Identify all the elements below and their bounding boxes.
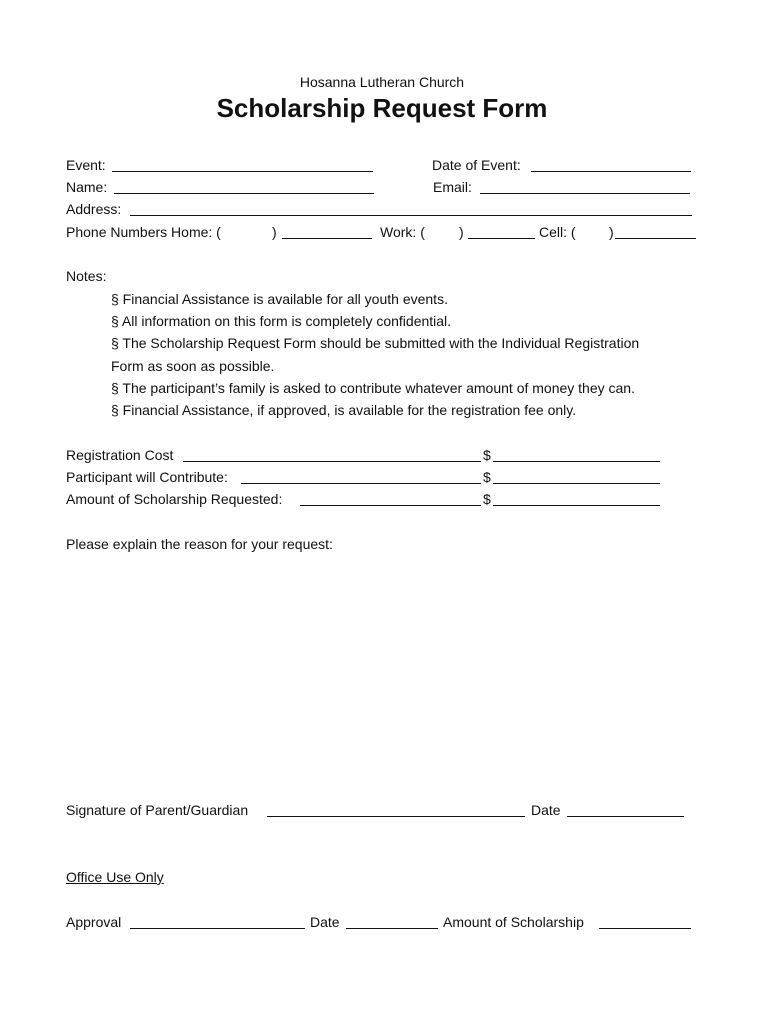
- signature-date-field[interactable]: [567, 816, 684, 817]
- form-title: Scholarship Request Form: [216, 93, 548, 123]
- reason-textarea[interactable]: [66, 560, 696, 790]
- scholarship-requested-leader: [300, 505, 481, 506]
- amount-of-scholarship-label: Amount of Scholarship: [443, 914, 584, 930]
- note-item: § The Scholarship Request Form should be submitted with the Individual Registration: [111, 335, 640, 351]
- name-field[interactable]: [114, 193, 374, 194]
- cell-phone-field[interactable]: [615, 238, 696, 239]
- signature-label: Signature of Parent/Guardian: [66, 802, 249, 818]
- address-field[interactable]: [130, 215, 692, 216]
- notes-heading: Notes:: [66, 268, 107, 284]
- email-label: Email:: [433, 179, 472, 195]
- office-date-label: Date: [310, 914, 340, 930]
- registration-cost-currency: $: [483, 447, 491, 463]
- reason-label: Please explain the reason for your request:: [66, 536, 333, 552]
- participant-contribute-leader: [241, 483, 481, 484]
- email-field[interactable]: [480, 193, 690, 194]
- date-of-event-field[interactable]: [531, 171, 691, 172]
- registration-cost-leader: [183, 461, 481, 462]
- work-paren-close: ): [459, 224, 464, 240]
- registration-cost-field[interactable]: [493, 461, 660, 462]
- note-item: § Financial Assistance is available for all youth events.: [111, 291, 448, 307]
- note-item: § Financial Assistance, if approved, is available for the registration fee only.: [111, 402, 577, 418]
- registration-cost-label: Registration Cost: [66, 447, 174, 463]
- note-item: § All information on this form is completely confidential.: [111, 313, 452, 329]
- event-field[interactable]: [112, 171, 373, 172]
- home-paren-close: ): [272, 224, 277, 240]
- approval-label: Approval: [66, 914, 122, 930]
- participant-contribute-currency: $: [483, 469, 491, 485]
- cell-phone-label: Cell: (: [539, 224, 576, 240]
- home-phone-field[interactable]: [282, 238, 372, 239]
- work-phone-field[interactable]: [468, 238, 535, 239]
- cell-paren-close: ): [609, 224, 614, 240]
- participant-contribute-field[interactable]: [493, 483, 660, 484]
- address-label: Address:: [66, 201, 122, 217]
- work-phone-label: Work: (: [380, 224, 425, 240]
- name-label: Name:: [66, 179, 108, 195]
- amount-of-scholarship-field[interactable]: [599, 928, 691, 929]
- office-use-heading: Office Use Only: [66, 869, 164, 885]
- participant-contribute-label: Participant will Contribute:: [66, 469, 228, 485]
- organization-name: Hosanna Lutheran Church: [299, 74, 465, 90]
- scholarship-requested-label: Amount of Scholarship Requested:: [66, 491, 283, 507]
- scholarship-requested-currency: $: [483, 491, 491, 507]
- phone-numbers-home-label: Phone Numbers Home: (: [66, 224, 221, 240]
- note-item-continued: Form as soon as possible.: [111, 358, 275, 374]
- signature-field[interactable]: [267, 816, 525, 817]
- note-item: § The participant’s family is asked to contribute whatever amount of money they can.: [111, 380, 635, 396]
- office-date-field[interactable]: [346, 928, 438, 929]
- date-of-event-label: Date of Event:: [432, 157, 521, 173]
- approval-field[interactable]: [130, 928, 305, 929]
- signature-date-label: Date: [531, 802, 561, 818]
- event-label: Event:: [66, 157, 106, 173]
- scholarship-requested-field[interactable]: [493, 505, 660, 506]
